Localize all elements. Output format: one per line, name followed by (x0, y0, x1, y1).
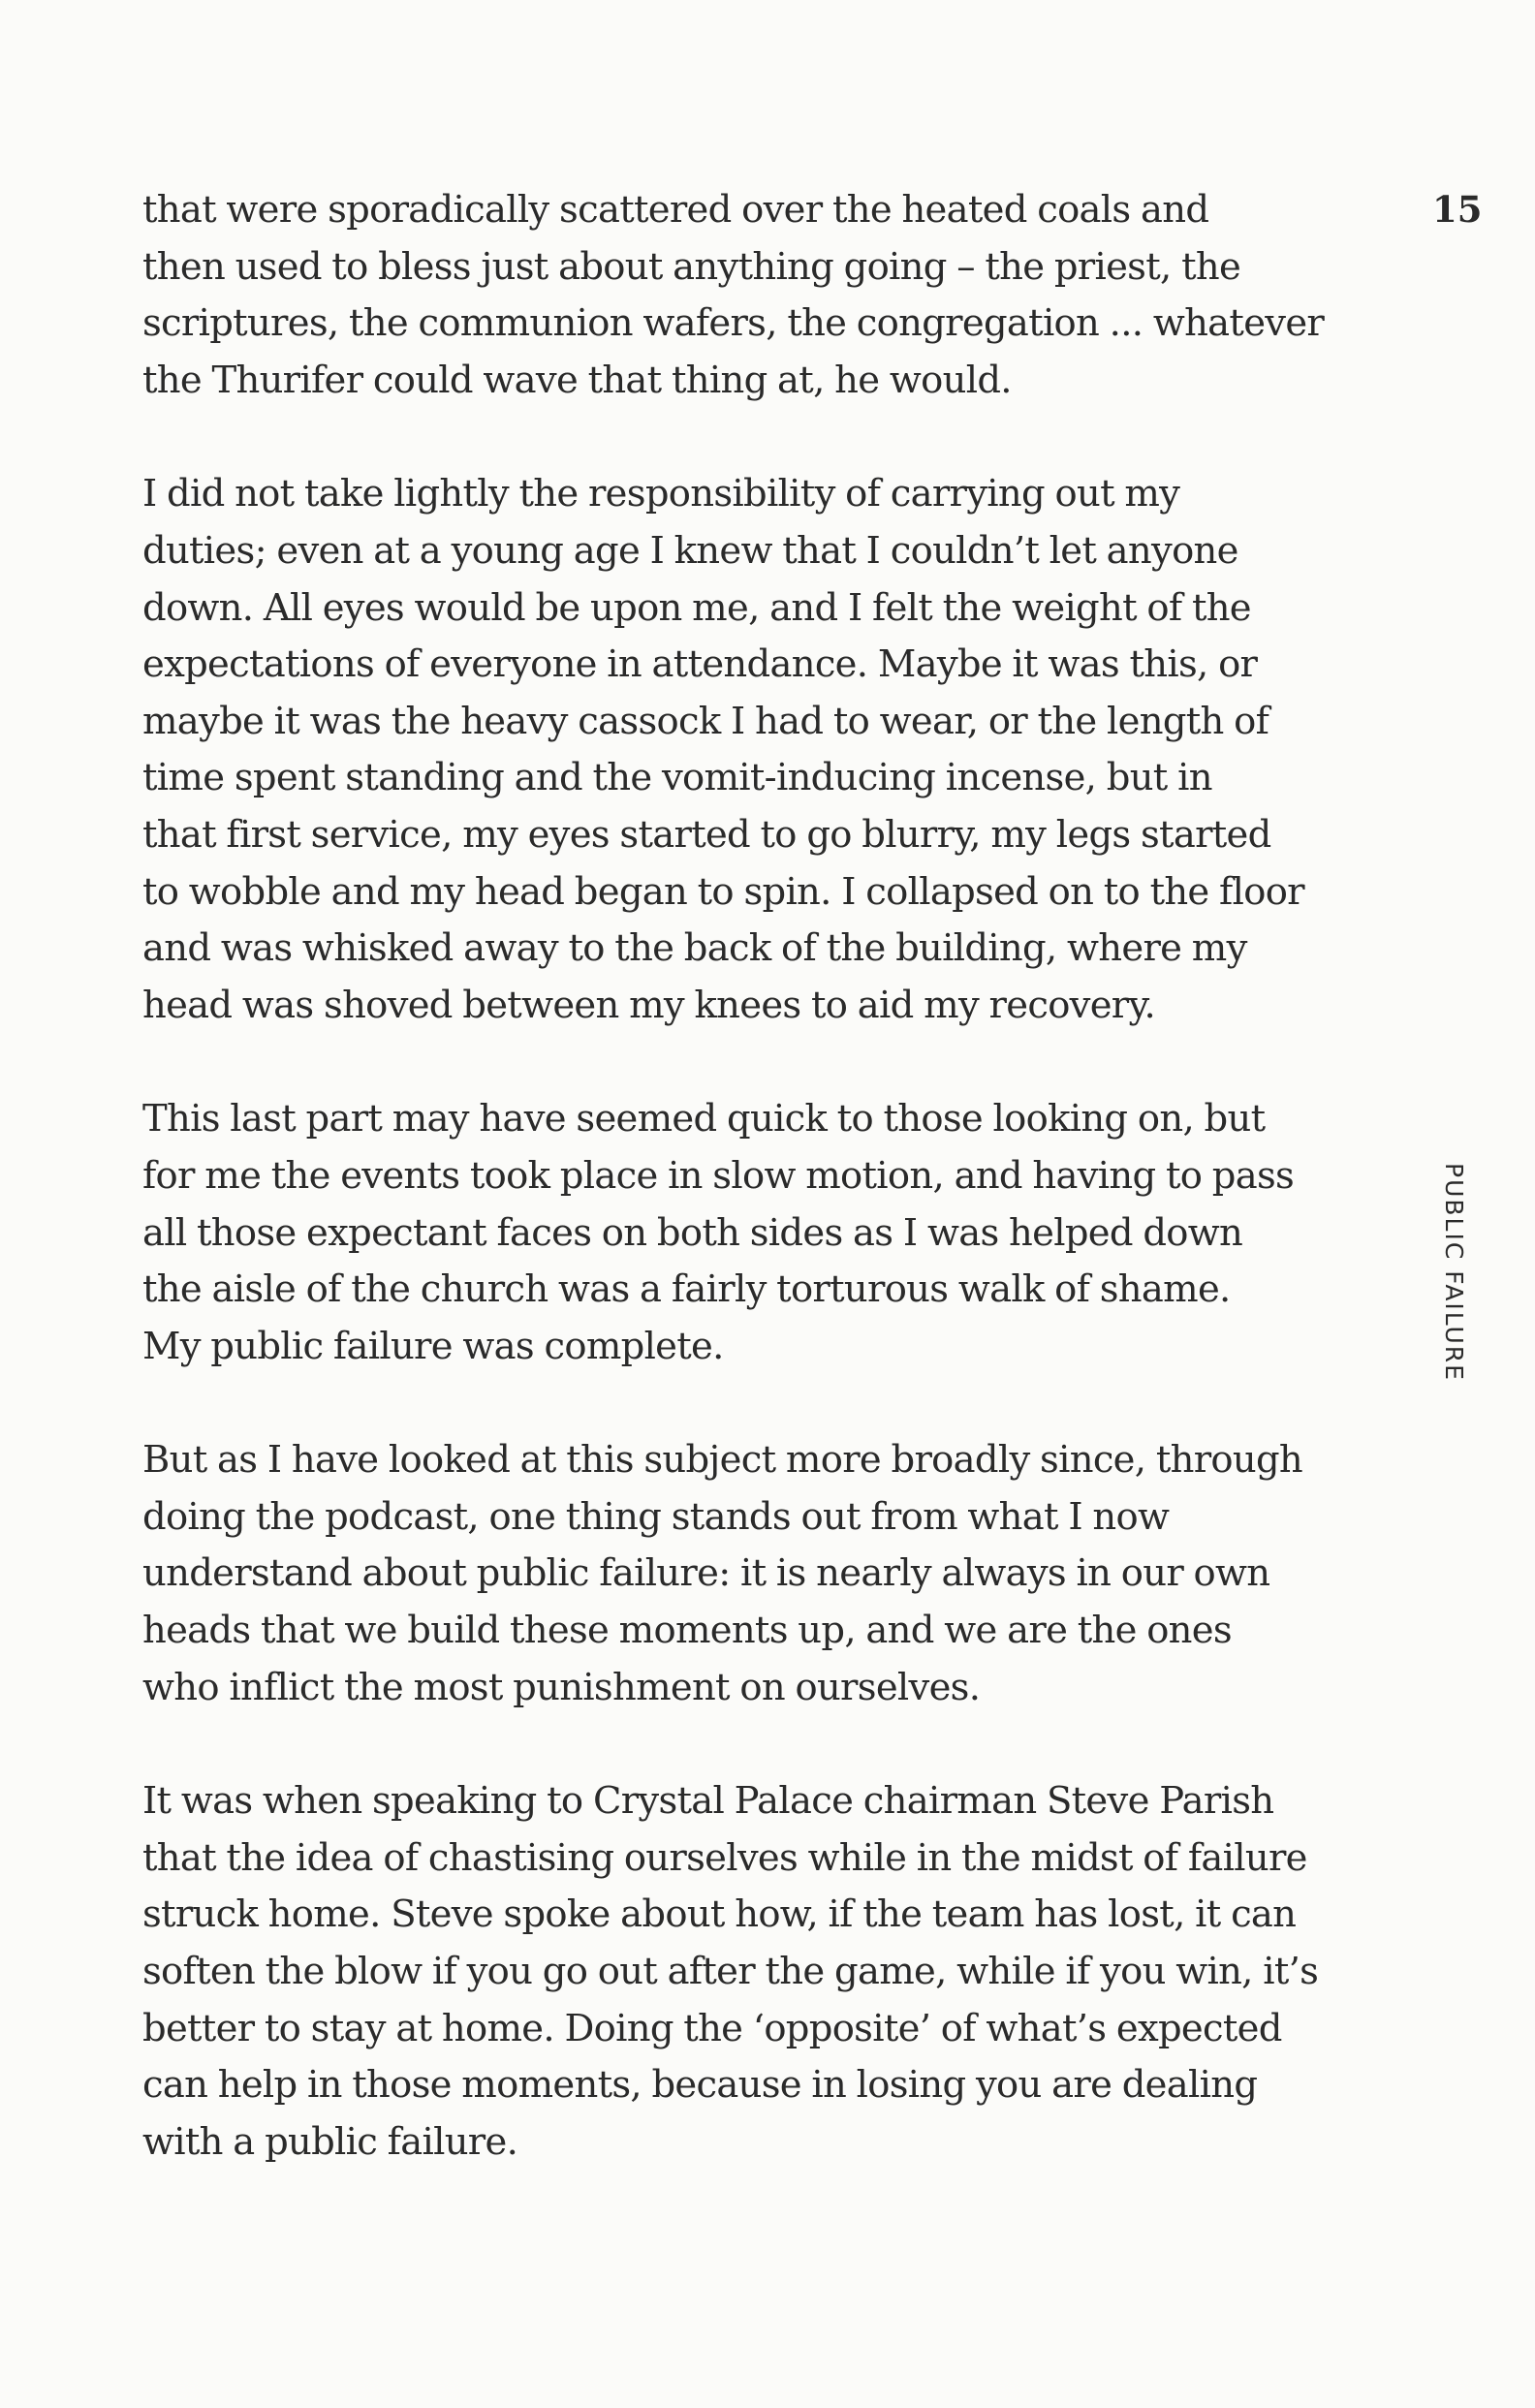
page-number: 15 (1432, 188, 1483, 231)
text-line: struck home. Steve spoke about how, if the team has lost, it can (142, 1892, 1297, 1937)
text-line: My public failure was complete. (142, 1324, 724, 1368)
text-line: the Thurifer could wave that thing at, he would. (142, 358, 1012, 402)
text-line: head was shoved between my knees to aid my recovery. (142, 983, 1155, 1027)
text-line: I did not take lightly the responsibility of carrying out my (142, 472, 1180, 516)
text-line: time spent standing and the vomit-inducing incense, but in (142, 756, 1212, 800)
text-line: This last part may have seemed quick to those looking on, but (142, 1097, 1266, 1141)
paragraph-5 (142, 1773, 1363, 2171)
text-line: soften the blow if you go out after the game, while if you win, it’s (142, 1950, 1319, 1994)
text-line: that the idea of chastising ourselves while in the midst of failure (142, 1835, 1307, 1880)
text-line: understand about public failure: it is nearly always in our own (142, 1551, 1270, 1596)
running-head: PUBLIC FAILURE (1440, 1163, 1468, 1382)
text-line: all those expectant faces on both sides as I was helped down (142, 1210, 1243, 1255)
text-line: heads that we build these moments up, and we are the ones (142, 1609, 1232, 1653)
text-line: the aisle of the church was a fairly torturous walk of shame. (142, 1267, 1231, 1312)
text-line: expectations of everyone in attendance. Maybe it was this, or (142, 642, 1258, 687)
text-line: to wobble and my head began to spin. I collapsed on to the floor (142, 869, 1304, 914)
text-line: who inflict the most punishment on ourselves. (142, 1665, 981, 1709)
text-line: that first service, my eyes started to go blurry, my legs started (142, 812, 1271, 857)
text-line: with a public failure. (142, 2119, 518, 2164)
paragraph-4 (142, 1432, 1363, 1716)
text-line: maybe it was the heavy cassock I had to wear, or the length of (142, 699, 1269, 743)
text-line: doing the podcast, one thing stands out from what I now (142, 1494, 1170, 1539)
text-line: It was when speaking to Crystal Palace chairman Steve Parish (142, 1779, 1274, 1824)
paragraph-2 (142, 466, 1363, 1034)
text-line: for me the events took place in slow motion, and having to pass (142, 1153, 1295, 1198)
paragraph-1 (142, 182, 1363, 409)
paragraph-3 (142, 1091, 1363, 1375)
text-line: But as I have looked at this subject more broadly since, through (142, 1438, 1303, 1483)
body-text (142, 182, 1363, 2228)
text-line: down. All eyes would be upon me, and I felt the weight of the (142, 585, 1251, 630)
text-line: and was whisked away to the back of the building, where my (142, 926, 1247, 971)
text-line: can help in those moments, because in losing you are dealing (142, 2063, 1258, 2108)
text-line: duties; even at a young age I knew that I couldn’t let anyone (142, 528, 1238, 573)
text-line: then used to bless just about anything going – the priest, the (142, 244, 1241, 289)
text-line: scriptures, the communion wafers, the congregation ... whatever (142, 301, 1325, 346)
text-line: that were sporadically scattered over the heated coals and (142, 188, 1209, 232)
text-line: better to stay at home. Doing the ‘opposite’ of what’s expected (142, 2006, 1282, 2050)
